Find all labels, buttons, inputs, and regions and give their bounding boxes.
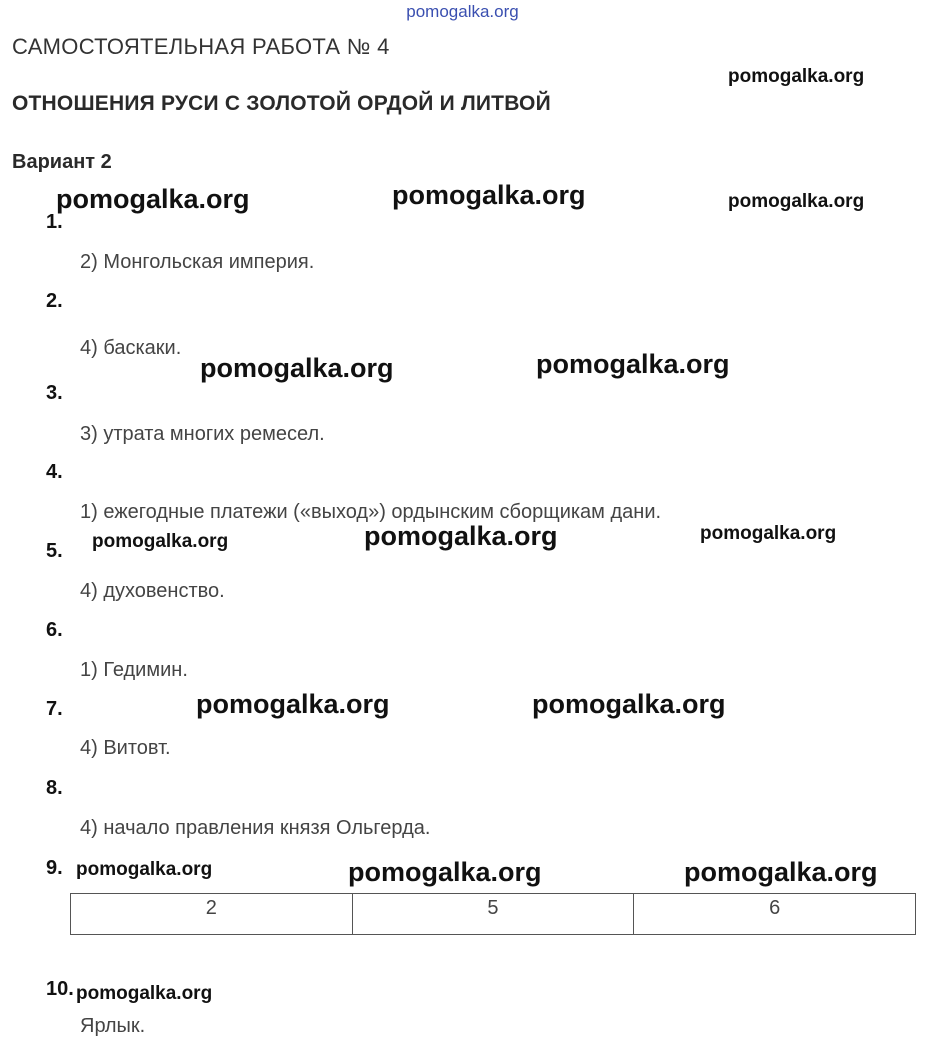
answer-text: 1) ежегодные платежи («выход») ордынским сборщикам дани. xyxy=(80,501,662,523)
watermark: pomogalka.org xyxy=(728,66,865,87)
watermark: pomogalka.org xyxy=(536,349,730,379)
answer-text: 1) Гедимин. xyxy=(80,659,188,681)
table-row xyxy=(71,894,916,935)
question-number: 9. xyxy=(46,857,63,879)
question-number: 3. xyxy=(46,382,63,404)
question-number: 6. xyxy=(46,619,63,641)
watermark: pomogalka.org xyxy=(348,857,542,887)
answer-text: Ярлык. xyxy=(80,1015,146,1037)
answer-text: 4) духовенство. xyxy=(80,580,225,602)
table-cell: 5 xyxy=(352,894,634,935)
answer-table xyxy=(70,893,916,935)
question-number: 10. xyxy=(46,978,74,1000)
watermark: pomogalka.org xyxy=(76,983,213,1004)
watermark: pomogalka.org xyxy=(700,523,837,544)
page-subtitle: ОТНОШЕНИЯ РУСИ С ЗОЛОТОЙ ОРДОЙ И ЛИТВОЙ xyxy=(12,92,551,115)
watermark: pomogalka.org xyxy=(728,191,865,212)
watermark: pomogalka.org xyxy=(532,689,726,719)
question-number: 4. xyxy=(46,461,63,483)
table-cell: 6 xyxy=(634,894,916,935)
watermark: pomogalka.org xyxy=(364,521,558,551)
question-number: 8. xyxy=(46,777,63,799)
answer-text: 4) начало правления князя Ольгерда. xyxy=(80,817,431,839)
answer-text: 3) утрата многих ремесел. xyxy=(80,423,325,445)
table-cell: 2 xyxy=(71,894,353,935)
watermark: pomogalka.org xyxy=(684,857,878,887)
answer-text: 4) Витовт. xyxy=(80,737,171,759)
watermark: pomogalka.org xyxy=(76,859,213,880)
answer-text: 2) Монгольская империя. xyxy=(80,251,315,273)
variant-label: Вариант 2 xyxy=(12,151,112,173)
question-number: 1. xyxy=(46,211,63,233)
watermark: pomogalka.org xyxy=(56,184,250,214)
question-number: 5. xyxy=(46,540,63,562)
watermark: pomogalka.org xyxy=(200,353,394,383)
watermark: pomogalka.org xyxy=(92,531,229,552)
watermark: pomogalka.org xyxy=(196,689,390,719)
question-number: 2. xyxy=(46,290,63,312)
answer-text: 4) баскаки. xyxy=(80,337,182,359)
page-title: САМОСТОЯТЕЛЬНАЯ РАБОТА № 4 xyxy=(12,34,390,59)
question-number: 7. xyxy=(46,698,63,720)
top-watermark: pomogalka.org xyxy=(406,2,519,21)
watermark: pomogalka.org xyxy=(392,180,586,210)
